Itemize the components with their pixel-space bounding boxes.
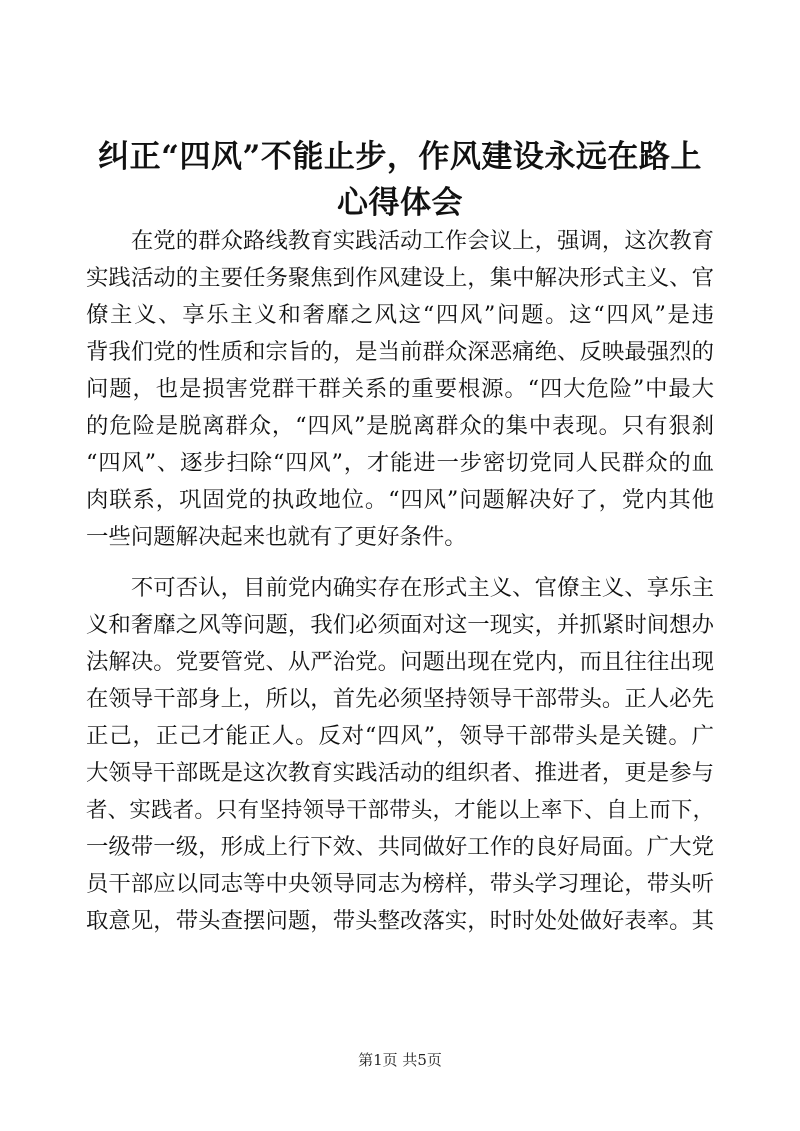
- text-line: 在领导干部身上，所以，首先必须坚持领导干部带头。正人必先: [86, 686, 714, 712]
- text-line: 义和奢靡之风等问题，我们必须面对这一现实，并抓紧时间想办: [86, 612, 714, 638]
- title-line: 心得体会: [337, 185, 463, 221]
- document-body: [86, 223, 714, 940]
- text-line: 大领导干部既是这次教育实践活动的组织者、推进者，更是参与: [86, 760, 714, 786]
- text-line: 实践活动的主要任务聚焦到作风建设上，集中解决形式主义、官: [86, 265, 714, 291]
- text-line: 一些问题解决起来也就有了更好条件。: [86, 524, 467, 550]
- page-number: 第1页 共5页: [358, 1051, 442, 1069]
- text-line: 肉联系，巩固党的执政地位。“四风”问题解决好了，党内其他: [86, 487, 714, 513]
- title-line: 纠正“四风”不能止步，作风建设永远在路上: [98, 139, 702, 175]
- text-line: 正己，正己才能正人。反对“四风”，领导干部带头是关键。广: [86, 723, 714, 749]
- text-line: 取意见，带头查摆问题，带头整改落实，时时处处做好表率。其: [86, 908, 714, 934]
- text-line: 一级带一级，形成上行下效、共同做好工作的良好局面。广大党: [86, 834, 714, 860]
- text-line: 僚主义、享乐主义和奢靡之风这“四风”问题。这“四风”是违: [86, 302, 714, 328]
- text-line: “四风”、逐步扫除“四风”，才能进一步密切党同人民群众的血: [86, 450, 714, 476]
- text-line: 背我们党的性质和宗旨的，是当前群众深恶痛绝、反映最强烈的: [86, 339, 714, 365]
- paragraph: [86, 223, 714, 556]
- text-line: 者、实践者。只有坚持领导干部带头，才能以上率下、自上而下，: [86, 798, 714, 823]
- text-line: 不可否认，目前党内确实存在形式主义、官僚主义、享乐主: [86, 575, 714, 601]
- document-title: [80, 134, 720, 226]
- paragraph: [86, 570, 714, 940]
- text-line: 员干部应以同志等中央领导同志为榜样，带头学习理论，带头听: [86, 871, 714, 897]
- text-line: 在党的群众路线教育实践活动工作会议上，强调，这次教育: [86, 228, 714, 254]
- text-line: 的危险是脱离群众，“四风”是脱离群众的集中表现。只有狠刹: [86, 413, 714, 439]
- text-line: 问题，也是损害党群干群关系的重要根源。“四大危险”中最大: [86, 376, 714, 402]
- text-line: 法解决。党要管党、从严治党。问题出现在党内，而且往往出现: [86, 649, 714, 675]
